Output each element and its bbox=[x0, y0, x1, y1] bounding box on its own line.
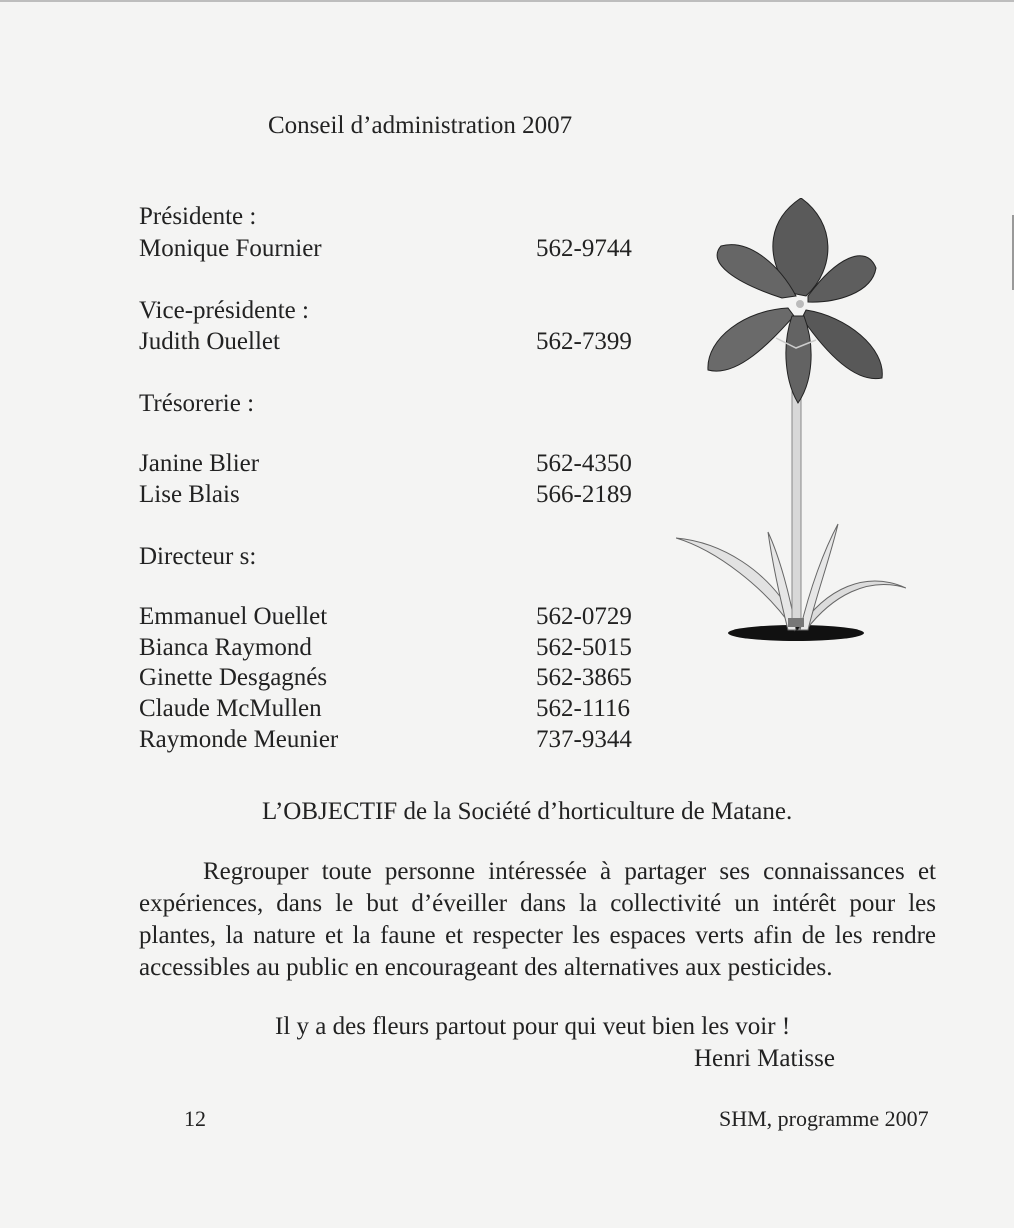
directors-label: Directeur s: bbox=[139, 543, 257, 570]
quote-text: Il y a des fleurs partout pour qui veut bien les voir ! bbox=[275, 1013, 791, 1040]
scan-edge bbox=[0, 0, 1014, 2]
director-phone: 562-0729 bbox=[536, 603, 632, 630]
director-name: Ginette Desgagnés bbox=[139, 664, 328, 691]
vp-phone: 562-7399 bbox=[536, 328, 632, 355]
director-name: Claude McMullen bbox=[139, 695, 322, 722]
treasury-member-phone: 566-2189 bbox=[536, 481, 632, 508]
director-phone: 562-5015 bbox=[536, 634, 632, 661]
treasury-member-phone: 562-4350 bbox=[536, 450, 632, 477]
vp-label: Vice-présidente : bbox=[139, 297, 309, 324]
treasury-member-name: Janine Blier bbox=[139, 450, 260, 477]
objective-paragraph: Regrouper toute personne intéressée à partager ses connaissances et expériences, dans le but d’éveiller dans la collectivité un intérêt pour les plantes, la nature et la faune et respecter les espaces verts afin de les rendre accessibles au public en encourageant des alternatives aux pesticides. bbox=[139, 858, 936, 981]
page-title: Conseil d’administration 2007 bbox=[268, 112, 573, 139]
treasury-label: Trésorerie : bbox=[139, 390, 255, 417]
director-name: Emmanuel Ouellet bbox=[139, 603, 328, 630]
president-label: Présidente : bbox=[139, 203, 257, 230]
amaryllis-flower-icon bbox=[676, 198, 906, 658]
director-name: Bianca Raymond bbox=[139, 634, 312, 661]
quote-author: Henri Matisse bbox=[694, 1045, 835, 1072]
director-name: Raymonde Meunier bbox=[139, 726, 339, 753]
director-phone: 737-9344 bbox=[536, 726, 632, 753]
director-phone: 562-3865 bbox=[536, 664, 632, 691]
president-name: Monique Fournier bbox=[139, 235, 322, 262]
vp-name: Judith Ouellet bbox=[139, 328, 280, 355]
director-phone: 562-1116 bbox=[536, 695, 630, 722]
objective-title: L’OBJECTIF de la Société d’horticulture de Matane. bbox=[262, 798, 793, 825]
footer-publication: SHM, programme 2007 bbox=[719, 1106, 929, 1131]
president-phone: 562-9744 bbox=[536, 235, 632, 262]
treasury-member-name: Lise Blais bbox=[139, 481, 240, 508]
page-number: 12 bbox=[184, 1106, 206, 1131]
